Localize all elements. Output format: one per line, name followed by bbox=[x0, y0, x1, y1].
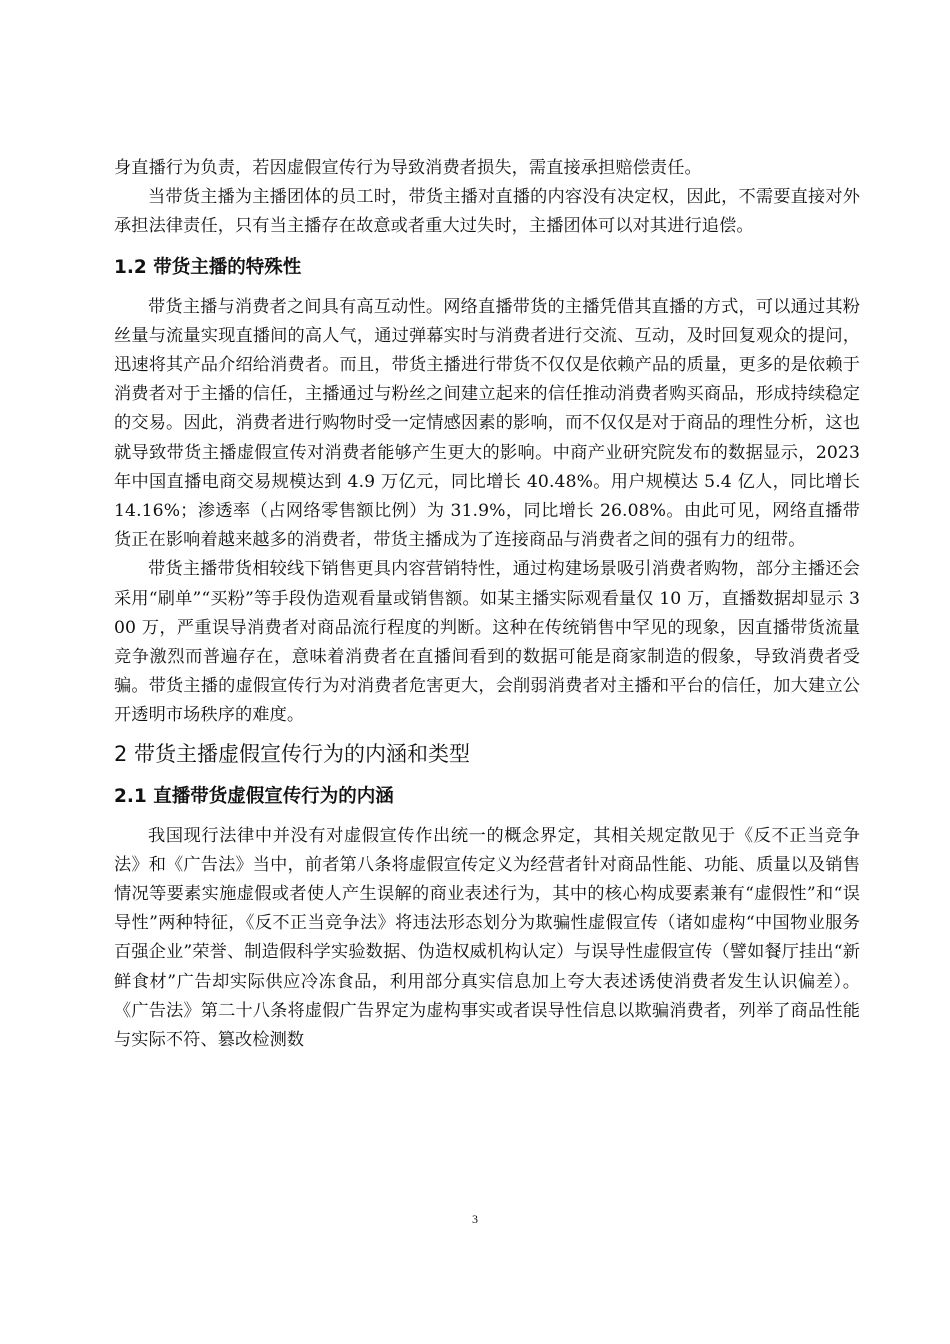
paragraph-continuation: 身直播行为负责，若因虚假宣传行为导致消费者损失，需直接承担赔偿责任。 bbox=[114, 158, 702, 178]
page-number: 3 bbox=[472, 1212, 478, 1226]
chapter-heading-2: 2 带货主播虚假宣传行为的内涵和类型 bbox=[114, 741, 471, 766]
document-page bbox=[114, 154, 860, 1055]
paragraph-interaction: 带货主播与消费者之间具有高互动性。网络直播带货的主播凭借其直播的方式，可以通过其粉丝量与流量实现直播间的高人气，通过弹幕实时与消费者进行交流、互动，及时回复观众的提问，迅速将其产品介绍给消费者。而且，带货主播进行带货不仅仅是依赖产品的质量，更多的是依赖于消费者对于主播的信任，主播通过与粉丝之间建立起来的信任推动消费者购买商品，形成持续稳定的交易。因此，消费者进行购物时受一定情感因素的影响，而不仅仅是对于商品的理性分析，这也就导致带货主播虚假宣传对消费者能够产生更大的影响。中商产业研究院发布的数据显示，2023 年中国直播电商交易规模达到 4.9 万亿元，同比增长 40.48%。用户规模达 5.4 亿人，同比增长 14.16%；渗透率（占网络零售额比例）为 31.9%，同比增长 26.08%。由此可见，网络直播带货正在影响着越来越多的消费者，带货主播成为了连接商品与消费者之间的强有力的纽带。 bbox=[114, 296, 860, 551]
section-heading-1-2: 1.2 带货主播的特殊性 bbox=[114, 256, 302, 278]
paragraph-content-marketing: 带货主播带货相较线下销售更具内容营销特性，通过构建场景吸引消费者购物，部分主播还会采用“刷单”“买粉”等手段伪造观看量或销售额。如某主播实际观看量仅 10 万，直播数据却显示 300 万，严重误导消费者对商品流行程度的判断。这种在传统销售中罕见的现象，因直播带货流量竞争激烈而普遍存在，意味着消费者在直播间看到的数据可能是商家制造的假象，导致消费者受骗。带货主播的虚假宣传行为对消费者危害更大，会削弱消费者对主播和平台的信任，加大建立公开透明市场秩序的难度。 bbox=[114, 559, 860, 726]
paragraph-false-advertising-definition: 我国现行法律中并没有对虚假宣传作出统一的概念界定，其相关规定散见于《反不正当竞争法》和《广告法》当中，前者第八条将虚假宣传定义为经营者针对商品性能、功能、质量以及销售情况等要素实施虚假或者使人产生误解的商业表述行为，其中的核心构成要素兼有“虚假性”和“误导性”两种特征，《反不正当竞争法》将违法形态划分为欺骗性虚假宣传（诸如虚构“中国物业服务百强企业”荣誉、制造假科学实验数据、伪造权威机构认定）与误导性虚假宣传（譬如餐厅挂出“新鲜食材”广告却实际供应冷冻食品，利用部分真实信息加上夸大表述诱使消费者发生认识偏差）。《广告法》第二十八条将虚假广告界定为虚构事实或者误导性信息以欺骗消费者，列举了商品性能与实际不符、篡改检测数 bbox=[114, 825, 860, 1051]
section-heading-2-1: 2.1 直播带货虚假宣传行为的内涵 bbox=[114, 785, 394, 807]
paragraph-anchor-employee: 当带货主播为主播团体的员工时，带货主播对直播的内容没有决定权，因此，不需要直接对外承担法律责任，只有当主播存在故意或者重大过失时，主播团体可以对其进行追偿。 bbox=[114, 187, 860, 237]
